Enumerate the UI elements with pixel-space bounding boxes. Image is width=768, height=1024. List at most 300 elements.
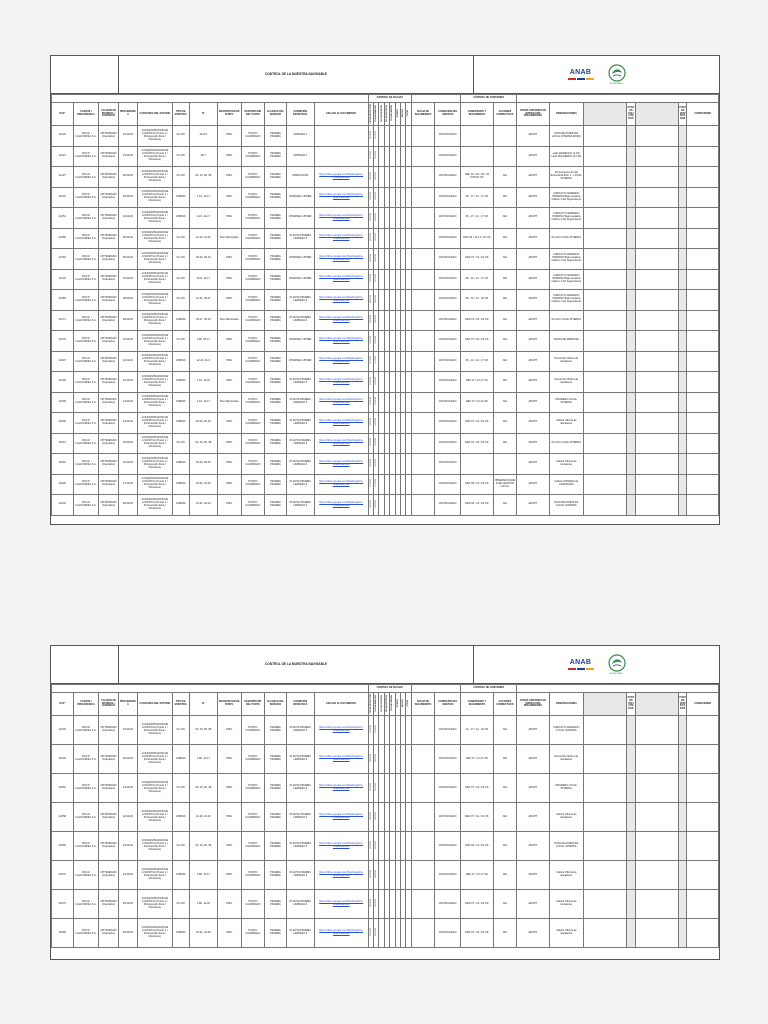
cell-scope: PRUEBA PRUEBA [265,126,287,147]
table-row [52,392,719,413]
cell-conditions [687,495,719,516]
document-link[interactable]: https://drive.google.com/file/d/registro-muestras/view [319,813,364,820]
column-header: ACCIONES CORRECTIVAS [493,103,517,126]
cell-followup-date [411,745,435,774]
cell-client: ROCO CALIFORNIA S.A. [73,331,99,352]
cell-description: PISO [217,803,241,832]
cell-description: PISO [217,208,241,229]
cell-date: 12/12/23 [118,372,137,393]
cell-observations: CIRCUITO CERRADO INTERNO Bajo escalera Cabina 1 del Seguimiento [549,269,583,290]
logo-area [474,56,719,93]
table-row [52,269,719,290]
group-header-content: CONTROL DE CONTENIDO [461,685,517,693]
cell-comment [461,126,493,147]
cell-quality: OPTIMIZADO (Operativo) [99,861,118,890]
group-header-dates: CONTROL DE FECHAS [368,685,411,693]
cell-point: PUNTO CALIBRADO [241,290,265,311]
cell-corrective: N/A [493,269,517,290]
column-header: Nº [189,693,217,716]
cell-verified-points [635,269,678,290]
cell-requested-points [584,433,627,454]
cell-category: CONCENTRADOR DE LOGÍSTICA (Punto 1 / Pertenecido Zona / Monitoreo) [138,269,172,290]
cell-date: 08/12/23 [118,290,137,311]
cell-number: 01-01, 02-04 [189,495,217,516]
table-row [52,310,719,331]
cell-conditions [687,413,719,434]
column-header: FECHA DE SEGUIMIENTO [411,103,435,126]
cell-scope: PRUEBA PRUEBA [265,745,287,774]
cell-corrective: N/A [493,433,517,454]
cell-comment: DEF 06 / 12 / 22 OK [461,474,493,495]
cell-document-link [314,495,368,516]
cell-verified-points [635,774,678,803]
cell-point: PUNTO CALIBRADO [241,454,265,475]
cell-document-link [314,290,368,311]
cell-verified-points [635,803,678,832]
document-link[interactable]: https://drive.google.com/file/d/registro-muestras/view [319,254,364,261]
sheet-title: CONTROL DE LA MUESTRA NAVIGABLE [119,646,474,683]
cell-corrective: N/A [493,745,517,774]
document-link[interactable]: https://drive.google.com/file/d/registro-muestras/view [319,418,364,425]
cell-description: PISO [217,146,241,167]
table-row [52,413,719,434]
cell-id: 22265 [52,832,74,861]
cell-conditions [687,331,719,352]
cell-scope: PRUEBA PRUEBA [265,290,287,311]
cell-followup-date [411,861,435,890]
cell-narrow [678,413,687,434]
cell-narrow [678,351,687,372]
cell-category: CONCENTRADOR DE LOGÍSTICA (Punto 1 / Pertenecido Zona / Monitoreo) [138,861,172,890]
cell-number: 1-80, 12-17 [189,861,217,890]
cell-number: 12-20, 22-22 [189,803,217,832]
cell-client: ROCO CALIFORNIA S.A. [73,433,99,454]
sheet-banner [51,56,719,94]
document-link[interactable]: https://drive.google.com/file/d/registro-muestras/view [319,336,364,343]
table-row [52,774,719,803]
column-header: ID Nº [52,693,74,716]
document-link[interactable]: https://drive.google.com/file/d/registro-muestras/view [319,439,364,446]
document-link[interactable]: https://drive.google.com/file/d/registro-muestras/view [319,842,364,849]
cell-quality: OPTIMIZADO (Operativo) [99,832,118,861]
cell-conditions [687,249,719,270]
cell-condition: PLANTA PRUEBA LIMPIEZA 3 [286,372,314,393]
cell-verified-points [635,716,678,745]
vertical-header-label: FECHA RECEPCIÓN [369,693,372,713]
cell-type: CABINA [172,392,189,413]
cell-condition: PLANTA PRUEBA LIMPIEZA 3 [286,832,314,861]
cell-conditions [687,890,719,919]
cell-point: PUNTO CALIBRADO [241,392,265,413]
cell-narrow [627,269,636,290]
cell-number: 1-10, 12-16 [189,372,217,393]
cell-quality: OPTIMIZADO (Operativo) [99,372,118,393]
cell-client: ROCO CALIFORNIA S.A. [73,372,99,393]
document-link[interactable]: https://drive.google.com/file/d/registro-muestras/view [319,500,364,507]
cell-comment: DEF 07 / 12-22 OK [461,392,493,413]
cell-point: PUNTO CALIBRADO [241,433,265,454]
cell-condition: PLANTA PRUEBA LIMPIEZA 3 [286,803,314,832]
cell-narrow [627,890,636,919]
cell-service-status: EN PROCESO [435,716,461,745]
cell-service-status: EN PROCESO [435,413,461,434]
column-header: PROCEDENCIA [118,693,137,716]
cell-condition: INTERNAL UPPER [286,331,314,352]
cell-type: CABINA [172,187,189,208]
cell-id: 22252 [52,774,74,803]
cell-other-criteria: ADOPT [517,146,549,167]
cell-description: PISO [217,351,241,372]
cell-scope: PRUEBA PRUEBA [265,832,287,861]
cell-other-criteria: ADOPT [517,433,549,454]
cell-id: 22184 [52,290,74,311]
cell-quality: OPTIMIZADO (Operativo) [99,187,118,208]
cell-condition: PLANTA PRUEBA LIMPIEZA 3 [286,716,314,745]
cell-description: PISO [217,495,241,516]
cell-point: PUNTO CALIBRADO [241,890,265,919]
vertical-date-value: 01/12/23 [375,151,378,160]
cell-observations: Cabina Oficina de Escaleras [549,890,583,919]
cell-comment: 08 - 12 / 12 - 17 OK [461,351,493,372]
cell-conditions [687,372,719,393]
cell-comment: DEF 06 / 12 / 22 OK [461,832,493,861]
cell-service-status: EN PROCESO [435,187,461,208]
cell-category: CONCENTRADOR DE LOGÍSTICA (Punto 1 / Pertenecido Zona / Monitoreo) [138,331,172,352]
cell-requested-points [584,919,627,948]
cell-date: 24/12/23 [118,861,137,890]
cell-requested-points [584,146,627,167]
cell-id: 22171 [52,310,74,331]
vertical-header-label: FECHA REVISIÓN [380,104,383,122]
vertical-date-value: 25/12/23 [375,899,378,907]
cell-date: 04/12/23 [118,208,137,229]
cell-quality: OPTIMIZADO (Operativo) [99,474,118,495]
cell-other-criteria: ADOPT [517,803,549,832]
document-link[interactable]: https://drive.google.com/file/d/registro-muestras/view [319,213,364,220]
table-row [52,495,719,516]
cell-date: 09/12/23 [118,310,137,331]
cell-quality: OPTIMIZADO (Operativo) [99,774,118,803]
cell-description: PISO [217,372,241,393]
cell-description: PISO [217,126,241,147]
cell-verified-points [635,392,678,413]
cell-condition: PLANTA PRUEBA LIMPIEZA 3 [286,919,314,948]
document-link[interactable]: https://drive.google.com/file/d/registro-muestras/view [319,929,364,936]
cell-service-status: EN PROCESO [435,167,461,188]
cell-comment: DEF 06 / 12-17 / 22 OK [461,228,493,249]
cell-scope: PRUEBA PRUEBA [265,454,287,475]
cell-narrow [678,269,687,290]
table-row [52,126,719,147]
document-link[interactable]: https://drive.google.com/file/d/registro-muestras/view [319,480,364,487]
cell-point: PUNTO CALIBRADO [241,228,265,249]
cell-corrective [493,126,517,147]
document-link[interactable]: https://drive.google.com/file/d/registro-muestras/view [319,755,364,762]
cell-corrective: N/A [493,167,517,188]
cell-conditions [687,208,719,229]
cell-conditions [687,290,719,311]
column-header: CONDICIONES [687,103,719,126]
cell-number: 1-80, 12-20 [189,890,217,919]
column-header: PUNTOS SOLICITADOS [627,693,636,716]
document-link[interactable]: https://drive.google.com/file/d/registro-muestras/view [319,295,364,302]
cell-id: 22219 [52,454,74,475]
cell-condition: PLANTA PRUEBA LIMPIEZA 3 [286,310,314,331]
document-link[interactable]: https://drive.google.com/file/d/registro-muestras/view [319,871,364,878]
cell-point: PUNTO CALIBRADO [241,861,265,890]
document-link[interactable]: https://drive.google.com/file/d/registro-muestras/view [319,784,364,791]
cell-category: CONCENTRADOR DE LOGÍSTICA (Punto 1 / Pertenecido Zona / Monitoreo) [138,228,172,249]
column-header: PUNTOS VERIFICADOS [678,693,687,716]
cell-narrow [627,146,636,167]
document-link[interactable]: https://drive.google.com/file/d/registro-muestras/view [319,316,364,323]
cell-requested-points [584,126,627,147]
cell-document-link [314,269,368,290]
vertical-date-value: 05/12/23 [375,233,378,242]
logo-area [474,646,719,683]
vertical-date-value: 19/12/23 [369,725,372,733]
cell-id: 22279 [52,890,74,919]
cell-number: 1-10, 10-17 [189,187,217,208]
cell-verified-points [635,331,678,352]
vertical-date-value: 09/12/23 [375,315,378,324]
cell-quality: OPTIMIZADO (Operativo) [99,413,118,434]
cell-verified-points [635,351,678,372]
cell-service-status: EN PROCESO [435,392,461,413]
cell-other-criteria: ADOPT [517,372,549,393]
cell-narrow [678,433,687,454]
cell-quality: OPTIMIZADO (Operativo) [99,208,118,229]
cell-narrow [627,208,636,229]
cell-point: PUNTO CALIBRADO [241,146,265,167]
cell-comment [461,454,493,475]
cell-quality: OPTIMIZADO (Operativo) [99,803,118,832]
cell-type: FLUJO [172,290,189,311]
cell-narrow [678,167,687,188]
cell-category: CONCENTRADOR DE LOGÍSTICA (Punto 1 / Pertenecido Zona / Monitoreo) [138,890,172,919]
cell-followup-date [411,310,435,331]
seal-caption: ACREDITADO [610,82,623,85]
cell-date: 01/12/23 [118,126,137,147]
cell-corrective: N/A [493,495,517,516]
cell-conditions [687,474,719,495]
cell-id: 22240 [52,716,74,745]
cell-document-link [314,803,368,832]
table-row [52,803,719,832]
cell-number: 22-8, 12-17 [189,269,217,290]
anab-wordmark: ANAB [569,69,592,77]
vertical-date-value: 07/12/23 [369,274,372,283]
vertical-date-value: 20/12/23 [369,754,372,762]
cell-description: PISO [217,716,241,745]
cell-condition: PLANTA PRUEBA LIMPIEZA 3 [286,433,314,454]
cell-condition: PLANTA PRUEBA LIMPIEZA 3 [286,228,314,249]
cell-followup-date [411,290,435,311]
cell-id: 22156 [52,228,74,249]
cell-scope: PRUEBA PRUEBA [265,803,287,832]
cell-observations: Recorrido Oficina de Escaleras [549,372,583,393]
cell-narrow [627,351,636,372]
cell-narrow [627,832,636,861]
cell-service-status: EN PROCESO [435,803,461,832]
cell-conditions [687,716,719,745]
cell-scope: PRUEBA PRUEBA [265,269,287,290]
cell-observations: FLUJO LOCAL INTERNA [549,228,583,249]
document-link[interactable]: https://drive.google.com/file/d/registro-muestras/view [319,275,364,282]
vertical-date-value: 10/12/23 [375,335,378,344]
cell-followup-date [411,495,435,516]
anab-logo [568,69,594,80]
cell-id: 22163 [52,249,74,270]
cell-number: 02, 04, 06, 08 [189,167,217,188]
cell-condition: PLANTA PRUEBA LIMPIEZA 3 [286,454,314,475]
cell-observations: DATA DE MUESTRA LOCAL INTERNA MURO [549,126,583,147]
cell-narrow [678,454,687,475]
vertical-header-label: FECHA RECEPCIÓN [369,103,372,123]
cell-observations: Cabina INTERNA de AGRUPADO [549,474,583,495]
cell-quality: OPTIMIZADO (Operativo) [99,249,118,270]
cell-service-status: EN PROCESO [435,745,461,774]
document-link[interactable]: https://drive.google.com/file/d/registro-muestras/view [319,398,364,405]
vertical-header-label: COPIA [407,699,410,707]
cell-comment [461,146,493,167]
cell-id: 22226 [52,474,74,495]
document-link[interactable]: https://drive.google.com/file/d/registro-muestras/view [319,377,364,384]
cell-narrow [627,126,636,147]
cell-point: PUNTO CALIBRADO [241,474,265,495]
vertical-date-value: 15/12/23 [375,438,378,447]
cell-description: PISO [217,290,241,311]
column-header: DESCRIPCION DEL PUNTO [241,103,265,126]
vertical-header-label: FECHA EMISIÓN [391,695,394,712]
cell-document-link [314,167,368,188]
cell-description: PISO [217,861,241,890]
cell-other-criteria: ADOPT [517,126,549,147]
column-header: CATEGORIA DEL ESTUDIO [138,693,172,716]
cell-other-criteria: ADOPT [517,269,549,290]
cell-client: ROCO CALIFORNIA S.A. [73,474,99,495]
cell-requested-points [584,454,627,475]
cell-comment: DEF 06 / 12 / 22 OK [461,495,493,516]
cell-corrective: N/A [493,372,517,393]
document-link[interactable]: https://drive.google.com/file/d/registro-muestras/view [319,459,364,466]
cell-client: ROCO CALIFORNIA S.A. [73,187,99,208]
vertical-date-value: 07/12/23 [375,274,378,283]
vertical-date-value: 25/12/23 [369,899,372,907]
cell-requested-points [584,269,627,290]
document-link[interactable]: https://drive.google.com/file/d/registro-muestras/view [319,357,364,364]
cell-corrective: N/A [493,919,517,948]
document-link[interactable]: https://drive.google.com/file/d/registro-muestras/view [319,234,364,241]
cell-id: 22233 [52,495,74,516]
cell-corrective: N/A [493,716,517,745]
cell-quality: OPTIMIZADO (Operativo) [99,310,118,331]
cell-scope: PRUEBA PRUEBA [265,919,287,948]
cell-id: 22197 [52,351,74,372]
cell-narrow [627,716,636,745]
group-spacer [411,685,461,693]
cell-client: ROCO CALIFORNIA S.A. [73,310,99,331]
cell-narrow [678,716,687,745]
cell-client: ROCO CALIFORNIA S.A. [73,126,99,147]
vertical-date-value: 13/12/23 [375,397,378,406]
cell-category: CONCENTRADOR DE LOGÍSTICA (Punto 1 / Pertenecido Zona / Monitoreo) [138,495,172,516]
cell-comment: DEF 07 / 12 / 22 OK [461,413,493,434]
cell-service-status: EN PROCESO [435,351,461,372]
group-spacer [517,95,719,103]
cell-verified-points [635,146,678,167]
cell-service-status: EN PROCESO [435,208,461,229]
cell-corrective: N/A [493,803,517,832]
cell-scope: PRUEBA PRUEBA [265,167,287,188]
document-link[interactable]: https://drive.google.com/file/d/registro-muestras/view [319,193,364,200]
vertical-header-label: FECHA ANÁLISIS [375,104,378,122]
cell-narrow [627,454,636,475]
vertical-header-label: FECHA REVISIÓN [380,694,383,712]
document-link[interactable]: https://drive.google.com/file/d/registro-muestras/view [319,726,364,733]
cell-narrow [627,745,636,774]
vertical-date-value: 14/12/23 [375,417,378,426]
cell-condition: LIMPIEZA 1 [286,126,314,147]
document-link[interactable]: https://drive.google.com/file/d/registro-muestras/view [319,900,364,907]
cell-followup-date [411,167,435,188]
cell-document-link [314,331,368,352]
cell-corrective: N/A [493,228,517,249]
cell-narrow [627,474,636,495]
cell-date: 18/12/23 [118,495,137,516]
cell-narrow [678,290,687,311]
cell-client: ROCO CALIFORNIA S.A. [73,392,99,413]
cell-document-link [314,474,368,495]
cell-document-link [314,228,368,249]
cell-followup-date [411,228,435,249]
cell-narrow [678,146,687,167]
cell-requested-points [584,861,627,890]
document-link[interactable]: https://drive.google.com/file/d/registro-muestras/view [319,172,364,179]
cell-description: PISO [217,413,241,434]
cell-document-link [314,351,368,372]
cell-observations: FLUJO LOCAL INTERNA [549,310,583,331]
cell-scope: PRUEBA PRUEBA [265,433,287,454]
cell-followup-date [411,454,435,475]
cell-service-status: EN PROCESO [435,146,461,167]
cell-date: 17/12/23 [118,474,137,495]
cell-scope: PRUEBA PRUEBA [265,146,287,167]
cell-number: 02, 04, 06, 08 [189,832,217,861]
narrow-column-header [584,103,627,126]
column-header: DESCRIPCION DE PUNTO [217,693,241,716]
cell-document-link [314,249,368,270]
cell-narrow [678,126,687,147]
cell-other-criteria: ADOPT [517,187,549,208]
cell-number: 02, 04, 06, 08 [189,774,217,803]
cell-type: CABINA [172,745,189,774]
cell-id: 22193 [52,372,74,393]
cell-quality: OPTIMIZADO (Operativo) [99,290,118,311]
cell-requested-points [584,413,627,434]
cell-other-criteria: ADOPT [517,474,549,495]
cell-number: 12-20, 21-3 [189,351,217,372]
cell-requested-points [584,745,627,774]
cell-type: CABINA [172,474,189,495]
cell-quality: OPTIMIZADO (Operativo) [99,433,118,454]
cell-date: 03/12/23 [118,187,137,208]
cell-other-criteria: ADOPT [517,331,549,352]
cell-document-link [314,890,368,919]
cell-service-status: EN PROCESO [435,474,461,495]
cell-followup-date [411,774,435,803]
cell-description: PISO [217,269,241,290]
